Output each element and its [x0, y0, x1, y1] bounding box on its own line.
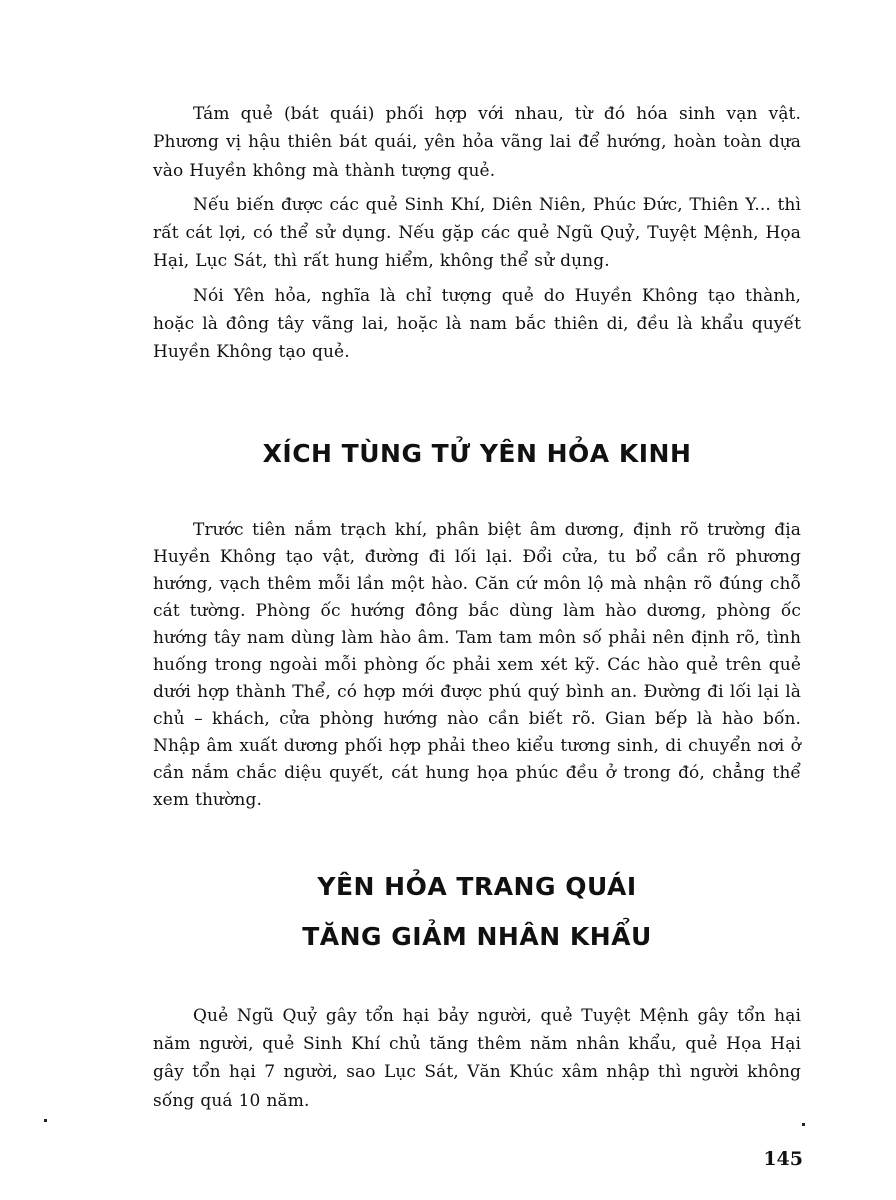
- heading-line-1: YÊN HỎA TRANG QUÁI: [317, 871, 637, 901]
- paragraph-section-1: Trước tiên nắm trạch khí, phân biệt âm dương, định rõ trường địa Huyền Không tạo vật, đường đi lối lại. Đổi cửa, tu bổ cần rõ phương hướng, vạch thêm mỗi lần một hào. Căn cứ môn lộ mà nhận rõ đúng chỗ cát tường. Phòng ốc hướng đông bắc dùng làm hào dương, phòng ốc hướng tây nam dùng làm hào âm. Tam tam môn số phải nên định rõ, tình huống trong ngoài mỗi phòng ốc phải xem xét kỹ. Các hào quẻ trên quẻ dưới hợp thành Thể, có hợp mới được phú quý bình an. Đường đi lối lại là chủ – khách, cửa phòng hướng nào cần biết rõ. Gian bếp là hào bốn. Nhập âm xuất dương phối hợp phải theo kiểu tương sinh, di chuyển nơi ở cần nắm chắc diệu quyết, cát hung họa phúc đều ở trong đó, chẳng thể xem thường.: [153, 519, 801, 810]
- paragraph-intro-3: Nói Yên hỏa, nghĩa là chỉ tượng quẻ do Huyền Không tạo thành, hoặc là đông tây vãng lai, hoặc là nam bắc thiên di, đều là khẩu quyết Huyền Không tạo quẻ.: [153, 285, 801, 363]
- paragraph-section-2: Quẻ Ngũ Quỷ gây tổn hại bảy người, quẻ Tuyệt Mệnh gây tổn hại năm người, quẻ Sinh Khí chủ tăng thêm năm nhân khẩu, quẻ Họa Hại gây tổn hại 7 người, sao Lục Sát, Văn Khúc xâm nhập thì người không sống quá 10 năm.: [153, 1005, 801, 1111]
- paragraph-intro-1: Tám quẻ (bát quái) phối hợp với nhau, từ đó hóa sinh vạn vật. Phương vị hậu thiên bát quái, yên hỏa vãng lai để hướng, hoàn toàn dựa vào Huyền không mà thành tượng quẻ.: [153, 104, 801, 181]
- scan-speck-right: [802, 1123, 805, 1126]
- book-page-body: [153, 100, 801, 1115]
- scan-speck-left: [44, 1119, 47, 1122]
- paragraph-intro-2: Nếu biến được các quẻ Sinh Khí, Diên Niên, Phúc Đức, Thiên Y... thì rất cát lợi, có thể sử dụng. Nếu gặp các quẻ Ngũ Quỷ, Tuyệt Mệnh, Họa Hại, Lục Sát, thì rất hung hiểm, không thể sử dụng.: [153, 194, 801, 272]
- page-number: 145: [763, 1148, 803, 1170]
- heading-line-2: TĂNG GIẢM NHÂN KHẨU: [302, 921, 652, 951]
- section-heading-xich-tung-tu: XÍCH TÙNG TỬ YÊN HỎA KINH: [262, 438, 692, 468]
- section-heading-yen-hoa-trang-quai: [153, 862, 801, 962]
